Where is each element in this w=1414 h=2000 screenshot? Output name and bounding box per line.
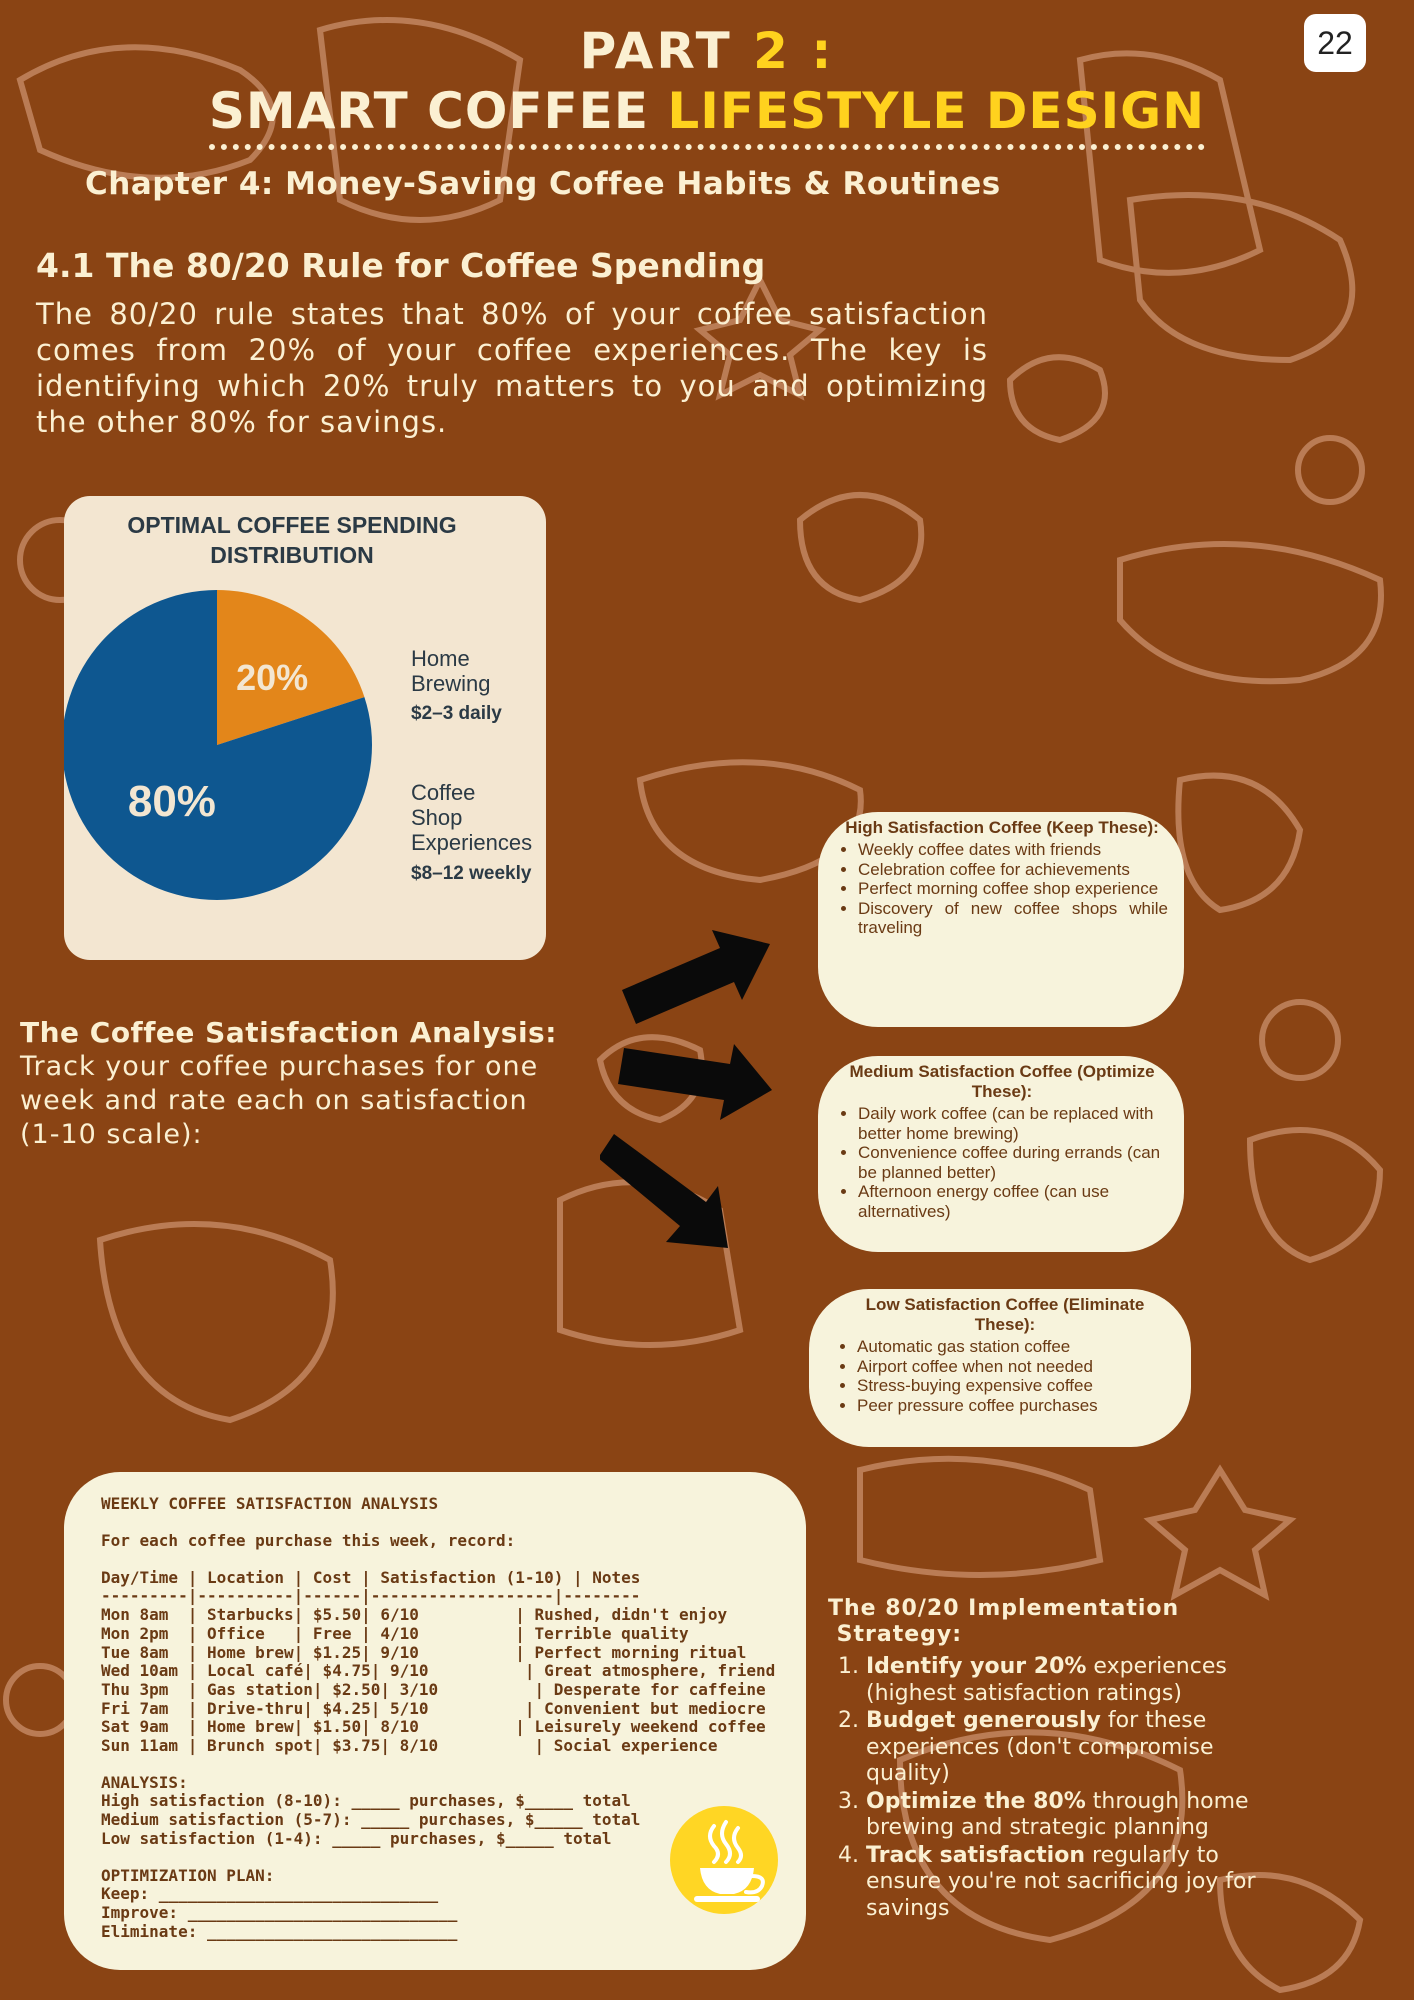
list-item: • Stress-buying expensive coffee — [857, 1376, 1175, 1396]
plan-line: Improve: ____________________________ — [101, 1902, 458, 1922]
low-satisfaction-title: Low Satisfaction Coffee (Eliminate These): — [865, 1295, 1145, 1334]
part-title: SMART COFFEE LIFESTYLE DESIGN — [209, 82, 1205, 150]
table-header: Day/Time | Location | Cost | Satisfaction (1-10) | Notes — [101, 1567, 641, 1587]
analysis-label: ANALYSIS: — [101, 1772, 188, 1792]
table-row: Wed 10am | Local café| $4.75| 9/10 | Great atmosphere, friend — [101, 1661, 776, 1681]
list-item: • Daily work coffee (can be replaced with better home brewing) — [858, 1104, 1168, 1143]
analysis-line: week and rate each on satisfaction — [20, 1085, 528, 1116]
legend-home-detail: $2–3 daily — [411, 703, 502, 724]
list-item: • Convenience coffee during errands (can be planned better) — [858, 1143, 1168, 1182]
implementation-strategy — [828, 1596, 1298, 1923]
high-satisfaction-card — [818, 812, 1184, 1027]
table-row: Mon 2pm | Office | Free | 4/10 | Terrible quality — [101, 1623, 689, 1643]
weekly-instruction: For each coffee purchase this week, record: — [101, 1531, 516, 1550]
list-item: • Celebration coffee for achievements — [858, 860, 1168, 880]
legend-shop-line-2: Shop — [411, 805, 463, 830]
arrow-icon — [600, 1134, 728, 1248]
arrows-group — [600, 920, 800, 1260]
part-label: PART 2 : — [579, 22, 835, 80]
strategy-title-line: Strategy: — [828, 1622, 963, 1647]
list-item: • Weekly coffee dates with friends — [858, 840, 1168, 860]
table-row: Fri 7am | Drive-thru| $4.25| 5/10 | Convenient but mediocre — [101, 1698, 766, 1718]
legend-home-line-2: Brewing — [411, 671, 491, 696]
chapter-heading: Chapter 4: Money-Saving Coffee Habits & Routines — [85, 166, 1001, 202]
high-satisfaction-title: High Satisfaction Coffee (Keep These): — [845, 818, 1159, 837]
analysis-title: The Coffee Satisfaction Analysis: — [20, 1016, 557, 1049]
table-row: Sat 9am | Home brew| $1.50| 8/10 | Leisurely weekend coffee — [101, 1717, 766, 1737]
strategy-title-line: The 80/20 Implementation — [828, 1596, 1180, 1621]
legend-shop-detail: $8–12 weekly — [411, 863, 532, 884]
intro-paragraph: The 80/20 rule states that 80% of your coffee satisfaction comes from 20% of your coffee experiences. The key is identifying which 20% truly matters to you and optimizing the other 80% for savings. — [36, 297, 988, 439]
list-item: • Automatic gas station coffee — [857, 1337, 1175, 1357]
list-item: • Airport coffee when not needed — [857, 1357, 1175, 1377]
list-item: • Perfect morning coffee shop experience — [858, 879, 1168, 899]
section-heading: 4.1 The 80/20 Rule for Coffee Spending — [36, 246, 766, 285]
list-item: • Peer pressure coffee purchases — [857, 1396, 1175, 1416]
chart-title-line-2: DISTRIBUTION — [210, 542, 374, 568]
analysis-line: High satisfaction (8-10): _____ purchases, $_____ total — [101, 1791, 631, 1811]
pie-slice-label: 20% — [236, 657, 309, 699]
chart-title-line-1: OPTIMAL COFFEE SPENDING — [127, 512, 457, 538]
coffee-cup-icon — [670, 1806, 778, 1914]
legend-shop-line-3: Experiences — [411, 830, 533, 855]
strategy-item: 1. Identify your 20% experiences (highest satisfaction ratings) — [866, 1654, 1298, 1707]
plan-label: OPTIMIZATION PLAN: — [101, 1865, 275, 1885]
strategy-item: 4. Track satisfaction regularly to ensure you're not sacrificing joy for savings — [866, 1843, 1298, 1923]
weekly-title: WEEKLY COFFEE SATISFACTION ANALYSIS — [101, 1494, 439, 1513]
pie-slice-label: 80% — [127, 777, 216, 827]
strategy-item: 2. Budget generously for these experiences (don't compromise quality) — [866, 1708, 1298, 1788]
analysis-line: Track your coffee purchases for one — [20, 1051, 539, 1082]
plan-line: Keep: _____________________________ — [101, 1884, 439, 1904]
legend-shop-line-1: Coffee — [411, 780, 476, 805]
analysis-line: Low satisfaction (1-4): _____ purchases, $_____ total — [101, 1828, 612, 1848]
table-row: Thu 3pm | Gas station| $2.50| 3/10 | Desperate for caffeine — [101, 1679, 766, 1699]
list-item: • Discovery of new coffee shops while traveling — [858, 899, 1168, 938]
page-number: 22 — [1304, 14, 1366, 72]
strategy-item: 3. Optimize the 80% through home brewing and strategic planning — [866, 1789, 1298, 1842]
table-row: Mon 8am | Starbucks| $5.50| 6/10 | Rushed, didn't enjoy — [101, 1605, 728, 1625]
arrow-icon — [618, 1044, 772, 1120]
low-satisfaction-card — [809, 1289, 1191, 1447]
medium-satisfaction-card — [818, 1056, 1184, 1252]
analysis-line: Medium satisfaction (5-7): _____ purchases, $_____ total — [101, 1810, 641, 1830]
table-separator: ---------|----------|------|-------------------|-------- — [101, 1586, 641, 1606]
plan-line: Eliminate: __________________________ — [101, 1921, 458, 1941]
spending-distribution-chart-card — [64, 496, 546, 960]
arrow-icon — [622, 930, 770, 1024]
page-title — [0, 20, 1414, 150]
medium-satisfaction-title: Medium Satisfaction Coffee (Optimize These): — [849, 1062, 1155, 1101]
legend-home-line-1: Home — [411, 646, 470, 671]
table-row: Sun 11am | Brunch spot| $3.75| 8/10 | Social experience — [101, 1736, 718, 1756]
analysis-line: (1-10 scale): — [20, 1119, 203, 1150]
table-row: Tue 8am | Home brew| $1.25| 9/10 | Perfect morning ritual — [101, 1642, 747, 1662]
pie-chart — [64, 496, 546, 960]
list-item: • Afternoon energy coffee (can use alternatives) — [858, 1182, 1168, 1221]
satisfaction-analysis-intro — [20, 1016, 580, 1152]
